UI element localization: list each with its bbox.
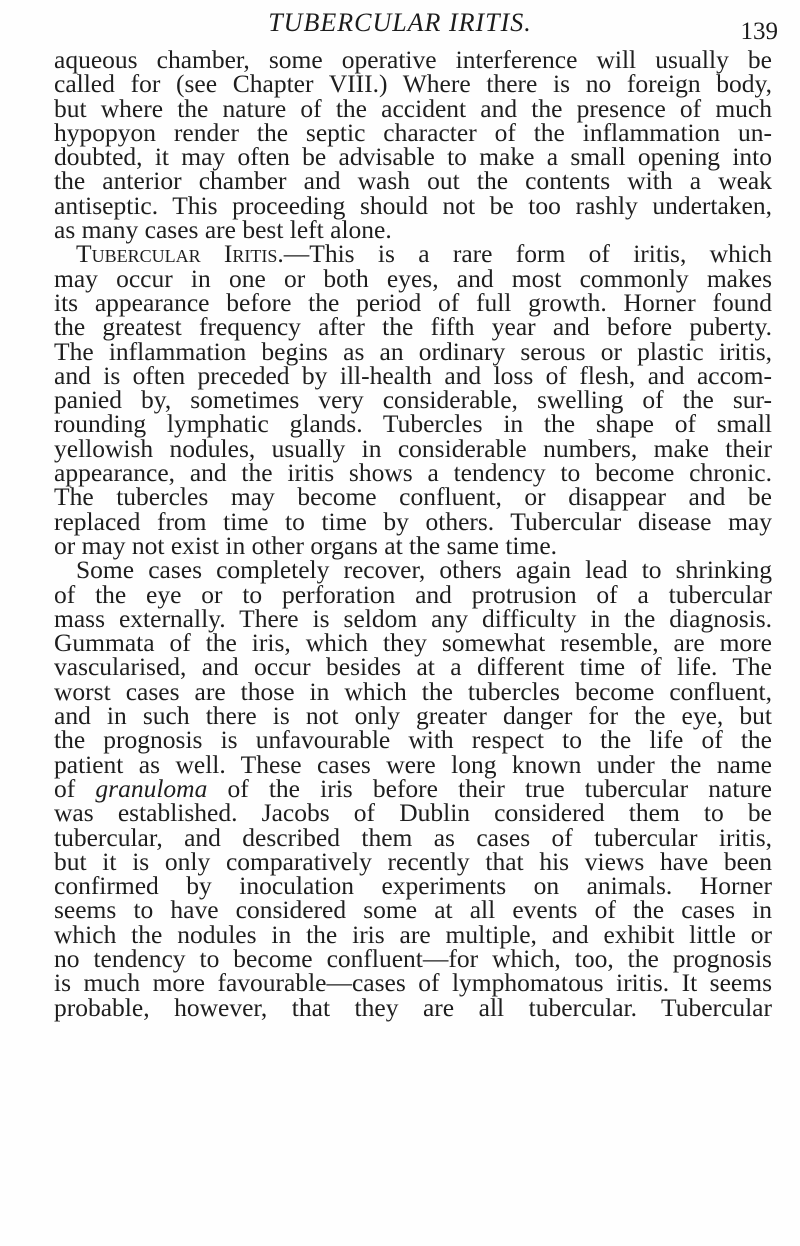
body-text (54, 45, 772, 1022)
text-line: the prognosis is unfavourable with respect to the life of the (54, 725, 772, 755)
text-line: panied by, sometimes very considerable, swelling of the sur- (54, 385, 772, 415)
text-line: seems to have considered some at all events of the cases in (54, 895, 772, 925)
paragraph-tubercular-iritis (54, 239, 772, 560)
text-line: which the nodules in the iris are multiple, and exhibit little or (54, 919, 772, 949)
text-line: antiseptic. This proceeding should not be too rashly undertaken, (54, 190, 772, 220)
text-line: confirmed by inoculation experiments on animals. Horner (54, 871, 772, 901)
text-line: rounding lymphatic glands. Tubercles in the shape of small (54, 409, 772, 439)
text-line: the anterior chamber and wash out the contents with a weak (54, 166, 772, 196)
text-line: The inflammation begins as an ordinary serous or plastic iritis, (54, 336, 772, 366)
text-line: called for (see Chapter VIII.) Where there is no foreign body, (54, 69, 772, 99)
text-line: worst cases are those in which the tubercles become confluent, (54, 676, 772, 706)
text-line: replaced from time to time by others. Tubercular disease may (54, 506, 772, 536)
text-line: probable, however, that they are all tubercular. Tubercular (54, 992, 772, 1022)
text-line: of the eye or to perforation and protrusion of a tubercular (54, 579, 772, 609)
text-line: was established. Jacobs of Dublin considered them to be (54, 798, 772, 828)
text-line: mass externally. There is seldom any difficulty in the diagnosis. (54, 603, 772, 633)
text-line: as many cases are best left alone. (54, 215, 392, 245)
text-line: may occur in one or both eyes, and most commonly makes (54, 263, 772, 293)
text-line: its appearance before the period of full growth. Horner found (54, 287, 772, 317)
text-line: aqueous chamber, some operative interference will usually be (54, 45, 772, 74)
line-end: of the iris before their true tubercular nature (207, 773, 772, 803)
text-line: appearance, and the iritis shows a tendency to become chronic. (54, 458, 772, 488)
text-line: tubercular, and described them as cases of tubercular iritis, (54, 822, 772, 852)
text-line: the greatest frequency after the fifth year and before puberty. (54, 312, 772, 342)
text-line: The tubercles may become confluent, or disappear and be (54, 482, 772, 512)
text-line: doubted, it may often be advisable to make a small opening into (54, 142, 772, 172)
text-line: is much more favourable—cases of lymphomatous iritis. It seems (54, 968, 772, 998)
text-line: patient as well. These cases were long known under the name (54, 749, 772, 779)
text-line: Some cases completely recover, others again lead to shrinking (76, 555, 772, 585)
text-line: no tendency to become confluent—for which, too, the prognosis (54, 943, 772, 973)
paragraph-1 (54, 45, 772, 245)
text-line: hypopyon render the septic character of the inflammation un- (54, 117, 772, 147)
running-head (0, 6, 800, 45)
line-start: of (54, 773, 96, 803)
text-line: vascularised, and occur besides at a different time of life. The (54, 652, 772, 682)
heading-line-rest: —This is a rare form of iritis, which (283, 239, 772, 269)
text-line: Gummata of the iris, which they somewhat resemble, are more (54, 628, 772, 658)
text-line: but where the nature of the accident and the presence of much (54, 93, 772, 123)
running-title: TUBERCULAR IRITIS. (268, 8, 532, 37)
text-line: and in such there is not only greater danger for the eye, but (54, 701, 772, 731)
text-line: or may not exist in other organs at the same time. (54, 530, 558, 560)
text-line: and is often preceded by ill-health and loss of flesh, and accom- (54, 360, 772, 390)
text-line: yellowish nodules, usually in considerable numbers, make their (54, 433, 772, 463)
text-line: but it is only comparatively recently that his views have been (54, 846, 772, 876)
section-heading: Tubercular Iritis. (76, 239, 284, 269)
paragraph-3 (54, 555, 772, 1022)
emphasis-granuloma: granuloma (95, 773, 208, 803)
page-number: 139 (740, 18, 778, 45)
